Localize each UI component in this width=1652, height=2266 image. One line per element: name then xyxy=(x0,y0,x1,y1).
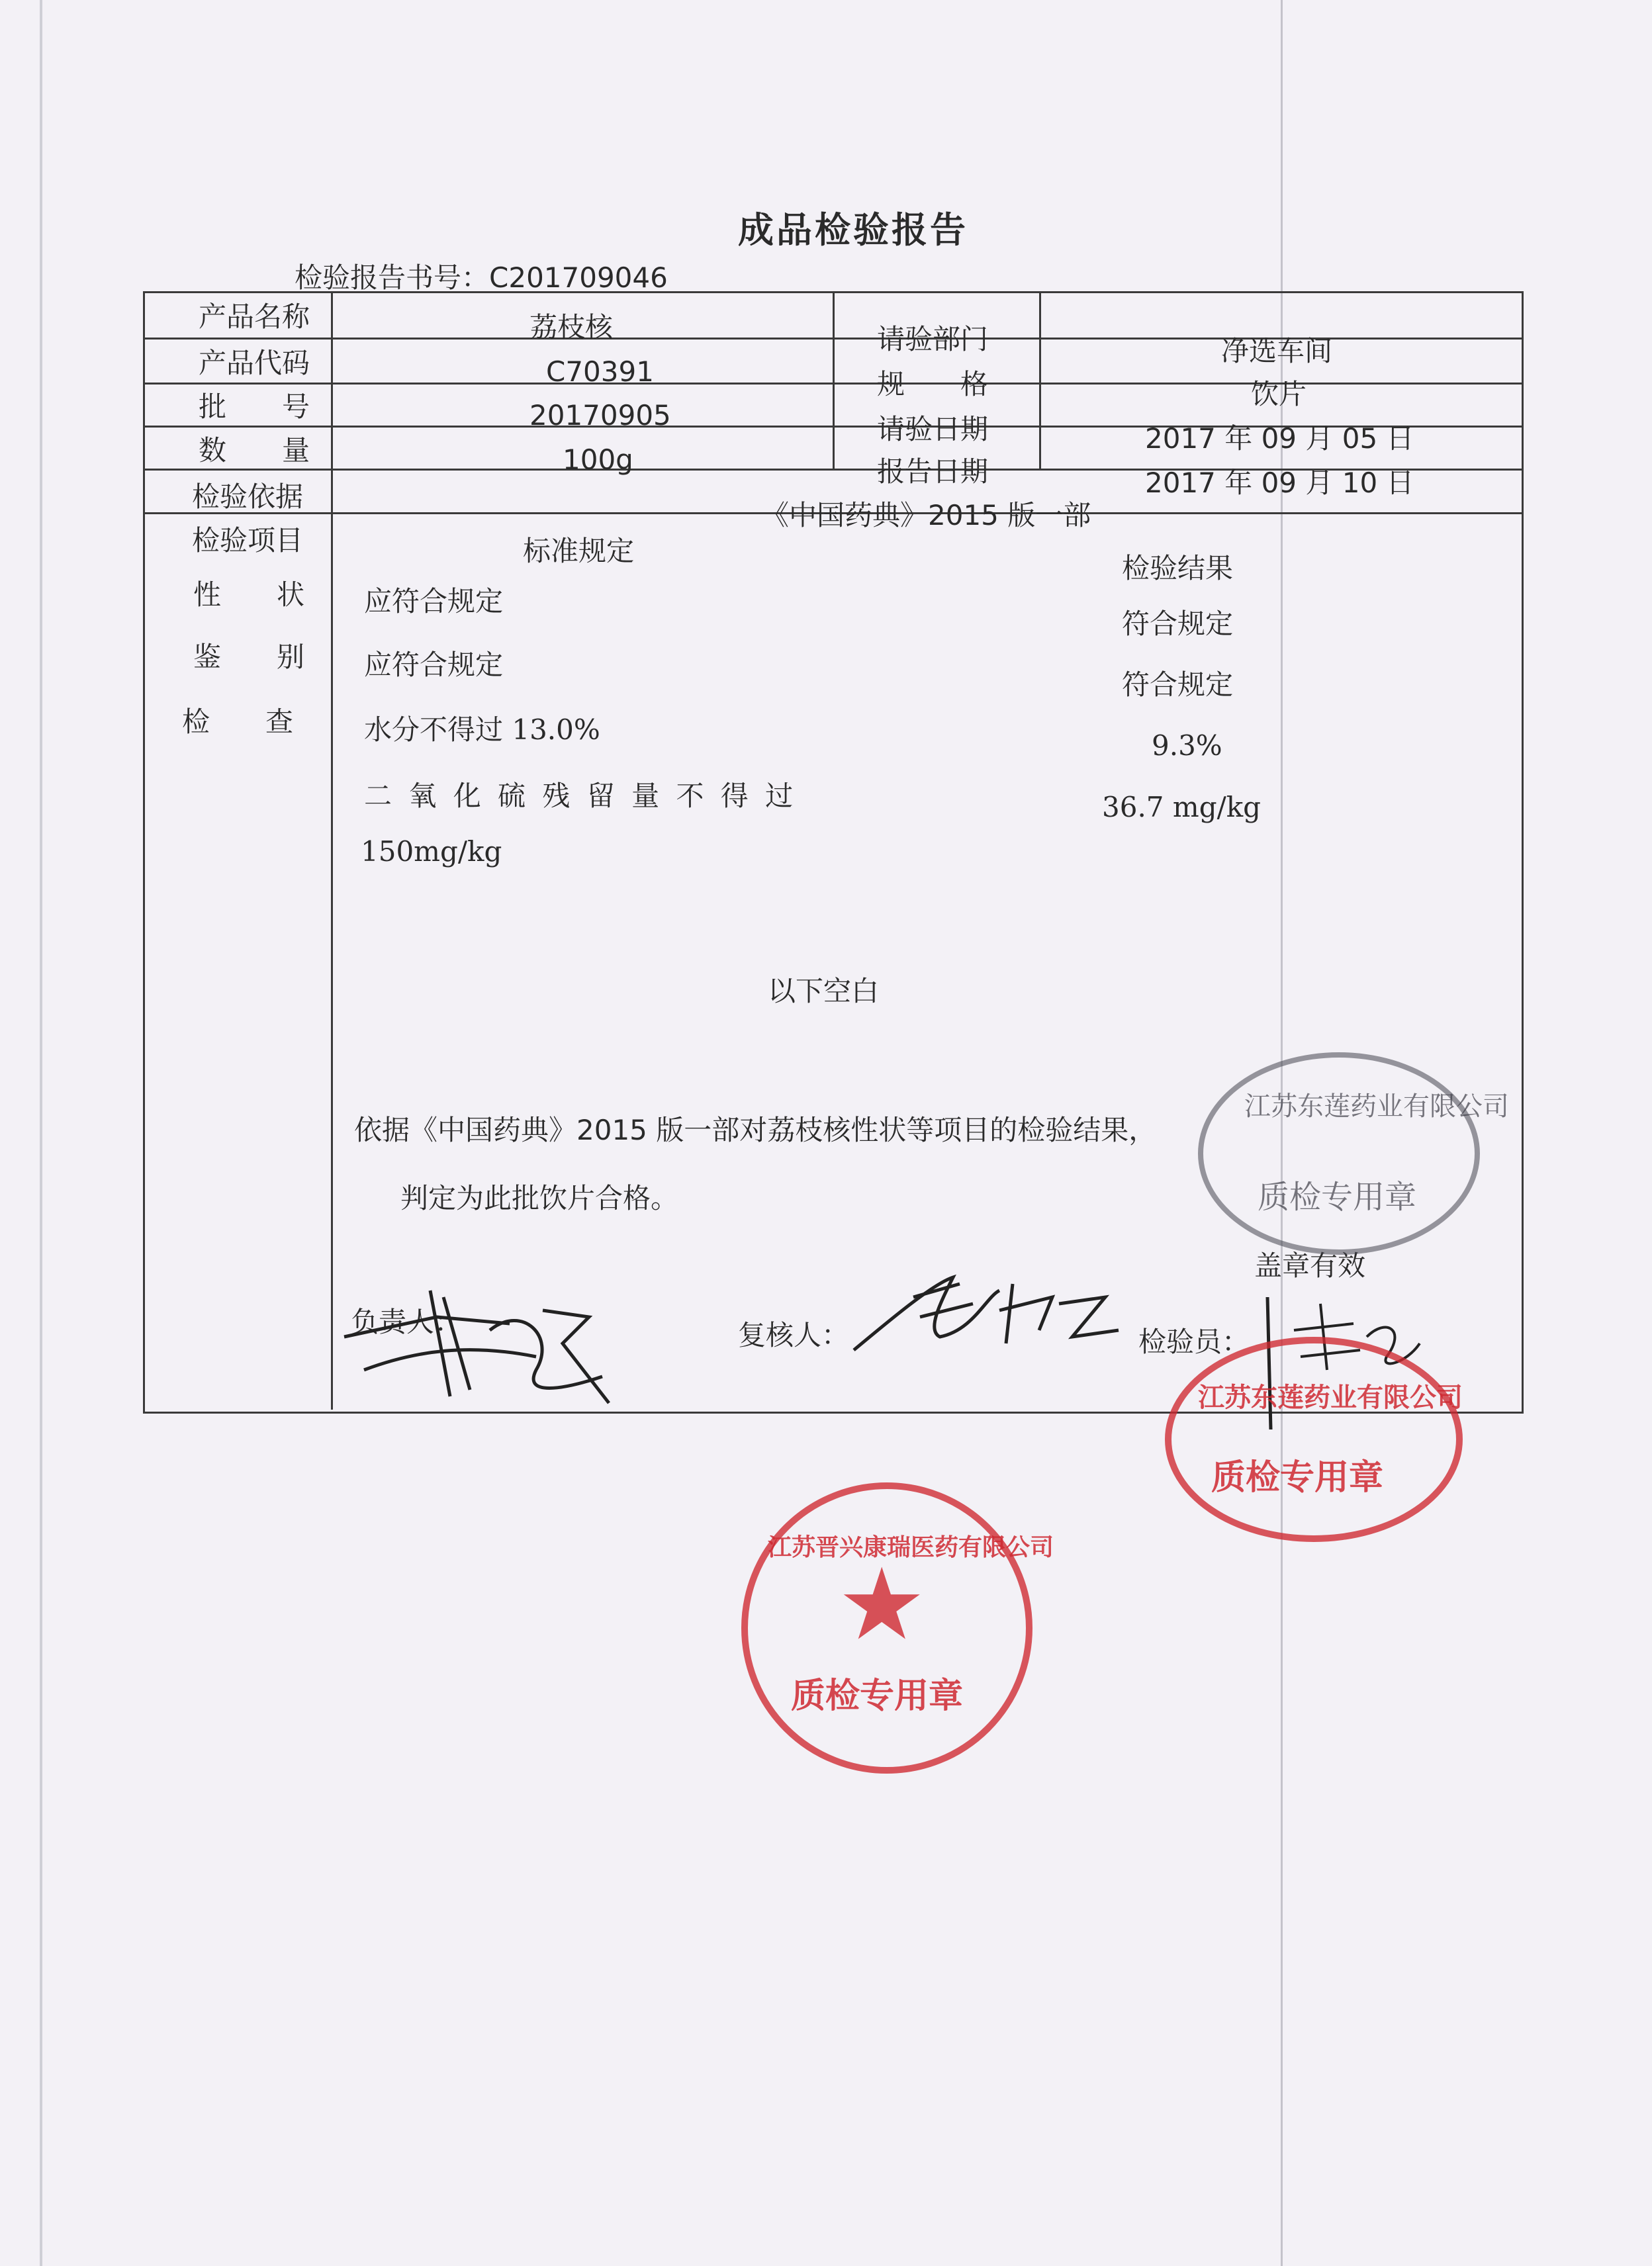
report-number-label: 检验报告书号： xyxy=(295,261,490,294)
table-rule xyxy=(1039,291,1041,469)
request-date-label: 请验日期 xyxy=(877,413,989,445)
item-result: 符合规定 xyxy=(1122,668,1234,701)
item-standard: 水分不得过 13.0% xyxy=(364,713,600,746)
faded-company-stamp xyxy=(1198,1052,1480,1255)
item-name: 性 状 xyxy=(193,578,305,611)
distributor-stamp-purpose: 质检专用章 xyxy=(791,1676,964,1716)
stamp-purpose: 质检专用章 xyxy=(1211,1458,1384,1498)
faded-stamp-company: 江苏东莲药业有限公司 xyxy=(1244,1091,1509,1122)
table-rule xyxy=(331,291,333,1410)
responsible-signature xyxy=(338,1277,642,1423)
product-code-value: C70391 xyxy=(546,355,654,388)
item-standard: 应符合规定 xyxy=(364,649,504,681)
quantity-value: 100g xyxy=(563,443,633,476)
request-dept-label: 请验部门 xyxy=(877,323,989,355)
scan-edge-left xyxy=(40,0,42,2266)
request-date-value: 2017 年 09 月 05 日 xyxy=(1145,422,1414,455)
spec-value: 饮片 xyxy=(1251,378,1307,410)
table-rule xyxy=(833,291,835,469)
distributor-stamp-company: 江苏晋兴康瑞医药有限公司 xyxy=(768,1534,1054,1561)
item-name: 鉴 别 xyxy=(193,641,305,673)
report-date-value: 2017 年 09 月 10 日 xyxy=(1145,467,1414,499)
basis-value: 《中国药典》2015 版一部 xyxy=(761,499,1091,531)
report-date-label: 报告日期 xyxy=(877,455,989,488)
company-quality-stamp xyxy=(1165,1337,1463,1542)
inspector-label: 检验员： xyxy=(1138,1326,1250,1358)
item-header: 检验项目 xyxy=(192,524,304,557)
conclusion-line-2: 判定为此批饮片合格。 xyxy=(400,1182,679,1214)
request-dept-value: 净选车间 xyxy=(1221,335,1333,367)
stamp-company-name: 江苏东莲药业有限公司 xyxy=(1198,1382,1463,1413)
document-title: 成品检验报告 xyxy=(738,209,968,251)
item-standard: 二 氧 化 硫 残 留 量 不 得 过 xyxy=(364,780,798,812)
standard-header: 标准规定 xyxy=(523,535,635,567)
batch-label: 批 号 xyxy=(199,390,310,423)
faded-stamp-purpose: 质检专用章 xyxy=(1258,1179,1417,1216)
reviewer-signature xyxy=(841,1257,1125,1363)
item-result: 符合规定 xyxy=(1122,608,1234,640)
item-name: 检 查 xyxy=(182,705,294,738)
product-name-label: 产品名称 xyxy=(199,300,310,333)
result-header: 检验结果 xyxy=(1122,552,1234,584)
item-standard: 150mg/kg xyxy=(361,835,502,868)
item-result: 9.3% xyxy=(1152,729,1222,762)
product-name-value: 荔枝核 xyxy=(529,311,614,343)
item-result: 36.7 mg/kg xyxy=(1102,791,1262,823)
batch-value: 20170905 xyxy=(529,399,671,431)
reviewer-label: 复核人： xyxy=(738,1319,850,1351)
report-number-value: C201709046 xyxy=(489,261,668,294)
quantity-label: 数 量 xyxy=(199,434,310,467)
stamp-valid-note: 盖章有效 xyxy=(1254,1249,1366,1282)
item-standard: 应符合规定 xyxy=(364,585,504,617)
conclusion-line-1: 依据《中国药典》2015 版一部对荔枝核性状等项目的检验结果， xyxy=(354,1114,1157,1146)
responsible-label: 负责人： xyxy=(351,1306,463,1338)
product-code-label: 产品代码 xyxy=(199,347,310,379)
basis-label: 检验依据 xyxy=(192,480,304,513)
stamp-star-icon: ★ xyxy=(837,1547,927,1662)
spec-label: 规 格 xyxy=(877,368,989,400)
report-number xyxy=(295,256,668,296)
blank-note: 以下空白 xyxy=(768,975,880,1007)
